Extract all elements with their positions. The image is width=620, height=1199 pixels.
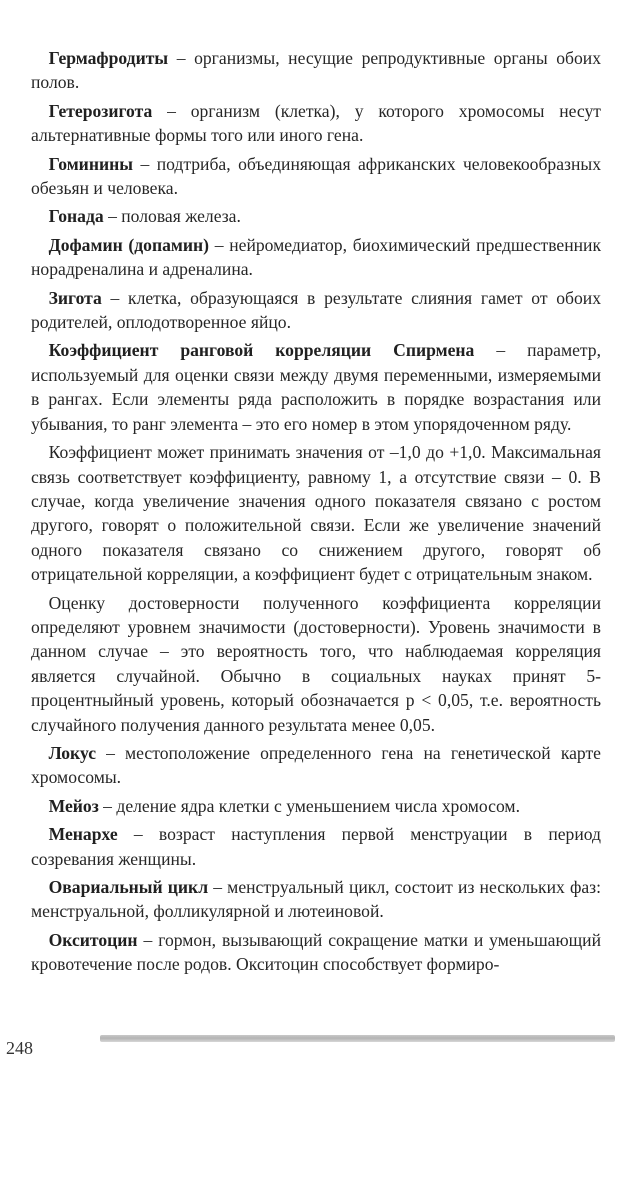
glossary-definition: – половая железа. — [103, 206, 241, 227]
glossary-term: Гермафродиты — [48, 48, 169, 68]
glossary-entry — [31, 233, 601, 282]
glossary-definition: – местоположение определенного гена на генетической карте хромосомы. — [31, 742, 601, 788]
glossary-definition: – возраст наступления первой менструации в период созревания женщины. — [31, 824, 601, 869]
paragraph-text: Коэффициент может принимать значения от –1,0 до +1,0. Максимальная связь соответствует коэффициенту, равному 1, а отсутствие связи – 0. В случае, когда увеличение значения одного показателя связано с ростом другого, говорят о положительной связи. Если же увеличение значений одного показателя связано со снижением другого, говорят об отрицательной корреляции, а коэффициент будет с отрицательным знаком. — [31, 442, 601, 585]
glossary-entry — [31, 99, 601, 148]
glossary-definition: – организм (клетка), у которого хромосомы несут альтернативные формы того или иного гена. — [31, 100, 601, 146]
glossary-term: Локус — [48, 742, 97, 763]
glossary-entry — [31, 286, 601, 335]
page-body — [31, 46, 601, 981]
glossary-entry — [31, 338, 601, 436]
glossary-entry — [31, 822, 601, 871]
glossary-term: Окситоцин — [48, 929, 138, 950]
glossary-definition: – нейромедиатор, биохимический предшественник норадреналина и адреналина. — [31, 234, 601, 280]
glossary-definition: – параметр, используемый для оценки связи между двумя переменными, измеряемыми в рангах. Если элементы ряда расположить в порядке возрастания или убывания, то ранг элемента – это его номер в этом упорядоченном ряду. — [31, 340, 602, 434]
glossary-definition: – организмы, несущие репродуктивные органы обоих полов. — [31, 48, 601, 93]
footer-divider — [100, 1035, 615, 1042]
glossary-definition: – деление ядра клетки с уменьшением числа хромосом. — [98, 795, 520, 816]
glossary-definition: – менструальный цикл, состоит из нескольких фаз: менструальной, фолликулярной и лютеиновой. — [31, 877, 601, 922]
glossary-term: Дофамин (допамин) — [48, 234, 210, 255]
glossary-term: Менархе — [48, 824, 118, 845]
page-number: 248 — [6, 1038, 33, 1058]
glossary-entry — [31, 741, 601, 790]
glossary-entry — [31, 152, 601, 201]
glossary-term: Гоминины — [48, 153, 133, 174]
glossary-term: Мейоз — [48, 795, 99, 816]
glossary-definition: – клетка, образующаяся в результате слияния гамет от обоих родителей, оплодотворенное яйцо. — [31, 287, 601, 333]
body-paragraph — [31, 440, 601, 586]
glossary-term: Овариальный цикл — [48, 877, 209, 897]
glossary-term: Гетерозигота — [48, 100, 153, 121]
paragraph-text: Оценку достоверности полученного коэффициента корреляции определяют уровнем значимости (достоверности). Уровень значимости в данном случае – это вероятность того, что наблюдаемая корреляция является случайной. Обычно в социальных науках принят 5-процентныйный уровень, который обозначается p < 0,05, т.е. вероятность случайного получения данного результата менее 0,05. — [31, 592, 601, 735]
glossary-term: Гонада — [48, 206, 104, 227]
glossary-entry — [31, 875, 601, 924]
glossary-entry — [31, 204, 601, 228]
glossary-definition: – гормон, вызывающий сокращение матки и уменьшающий кровотечение после родов. Окситоцин способствует формиро- — [31, 929, 601, 975]
glossary-term: Зигота — [48, 287, 102, 308]
glossary-entry — [31, 794, 601, 818]
glossary-definition: – подтриба, объединяющая африканских человекообразных обезьян и человека. — [31, 153, 601, 199]
glossary-entry — [31, 46, 601, 95]
body-paragraph — [31, 591, 601, 737]
glossary-term: Коэффициент ранговой корреляции Спирмена — [48, 340, 475, 361]
glossary-entry — [31, 928, 601, 977]
